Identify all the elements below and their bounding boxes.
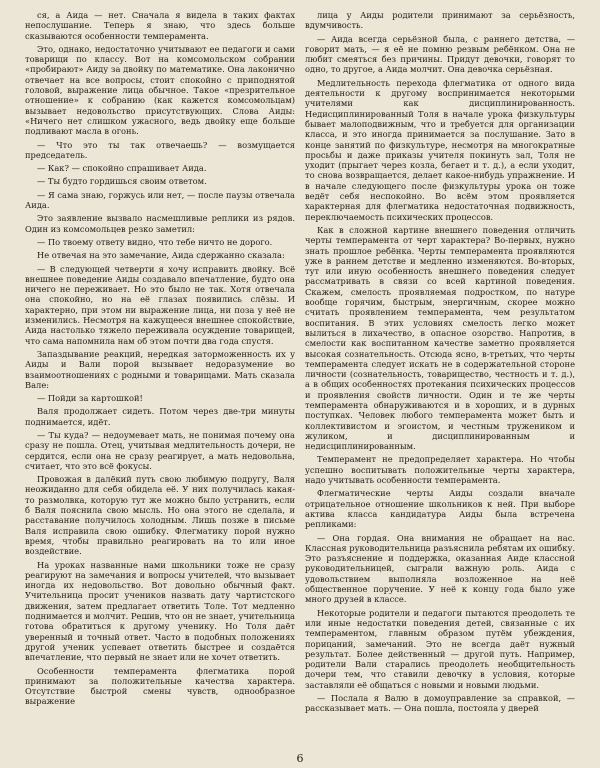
paragraph: Запаздывание реакций, нередкая заторможенность их у Аиды и Вали порой вызывает недоразумение во взаимоотношениях с родными и товарищами. Мать сказала Вале: <box>25 348 295 390</box>
paragraph: Это заявление вызвало насмешливые реплики из рядов. Один из комсомольцев резко заметил: <box>25 213 295 234</box>
paragraph: Некоторые родители и педагоги пытаются преодолеть те или иные недостатки поведения детей, связанные с их темпераментом, главным образом путём убеждения, порицаний, замечаний. Это не всегда даёт нужный результат. Более действенный — другой путь. Например, родители Вали старались преодолеть необщительность дочери тем, что ставили девочку в условия, которые заставляли её общаться с новыми и новыми людьми. <box>305 607 575 690</box>
paragraph: — По твоему ответу видно, что тебе ничто не дорого. <box>37 236 273 247</box>
left-column <box>25 10 295 748</box>
paragraph: На уроках названные нами школьники тоже не сразу реагируют на замечания и вопросы учителей, что вызывает иногда их недовольство. Вот довольно обычный факт. Учительница просит учеников назвать дату чартистского движения, затем предлагает ответить Толе. Тот медленно поднимается и молчит. Решив, что он не знает, учительница готова обратиться к другому ученику. Но Толя даёт уверенный и точный ответ. Часто в подобных положениях другой ученик успевает ответить быстрее и создаётся впечатление, что первый не знает или не хочет ответить. <box>25 559 295 663</box>
paragraph: Валя продолжает сидеть. Потом через две-три минуты поднимается, идёт. <box>25 406 295 427</box>
paragraph: — Пойди за картошкой! <box>37 393 143 404</box>
paragraph: Темперамент не предопределяет характера. Но чтобы успешно воспитывать положительные черты характера, надо учитывать особенности темперамента. <box>305 454 575 486</box>
paragraph: — Как? — спокойно спрашивает Аида. <box>37 163 207 174</box>
paragraph: — Ты куда? — недоумевает мать, не понимая почему она сразу не пошла. Отец, учитывая медлительность дочери, не сердится, если она не сразу реагирует, а мать недовольна, считает, что это всё фокусы. <box>25 429 295 471</box>
paragraph: — Я сама знаю, горжусь или нет, — после паузы отвечала Аида. <box>25 189 295 211</box>
paragraph: Медлительность перехода флегматика от одного вида деятельности к другому воспринимается некоторыми учителями как дисциплинированность. Недисциплинированный Толя в начале урока физкультуры бывает малоподвижным, что и требуется для организации класса, и это иногда принимается за послушание. Зато в конце занятий по физкультуре, несмотря на многократные просьбы и даже приказы учителя покинуть зал, Толя не уходит (прыгает через козла, бегает и т. д.), а если уходит, то снова возвращается, делает какое-нибудь упражнение. И в начале следующего после физкультуры урока он тоже ведёт себя неспокойно. Во всём этом проявляется характерная для флегматика недостаточная подвижность, переключаемость психических процессов. <box>305 77 575 222</box>
paragraph: — В следующей четверти я хочу исправить двойку. Всё внешнее поведение Аиды создавало впечатление, будто она ничего не переживает. Но это было не так. Хотя отвечала она спокойно, но на её глазах появились слёзы. И характерно, при этом ни выражение лица, ни поза у неё не изменились. Несмотря на кажущееся внешнее спокойствие, Аида настолько тяжело переживала осуждение товарищей, что сама напомнила нам об этом почти два года спустя. <box>25 263 295 346</box>
paragraph: Как в сложной картине внешнего поведения отличить черты темперамента от черт характера? Во-первых, нужно знать прошлое ребёнка. Черты темперамента проявляются уже в раннем детстве и медленно изменяются. Во-вторых, тут или иную особенность внешнего поведения следует рассматривать в связи со всей картиной поведения. Скажем, смелость проявляемая подростком, по натуре вообще горячим, быстрым, энергичным, скорее можно считать проявлением темперамента, чем результатом воспитания. В этих условиях смелость легко может вылиться в лихачество, в опасное озорство. Напротив, в смелости как воспитанном качестве заметно проявляется высокая сознательность. Отсюда ясно, в-третьих, что черты темперамента следует искать не в содержательной стороне личности (сознательность, товарищество, честность и т. д.), а в общих особенностях протекания психических процессов и проявления свойств личности. Один и те же черты темперамента обнаруживаются и в хороших, и в дурных поступках. Человек любого темперамента может быть и коллективистом и эгоистом, и честным тружеником и жуликом, и дисциплинированным и недисциплинированным. <box>305 224 575 452</box>
right-column <box>305 10 575 748</box>
paragraph: Провожая в далёкий путь свою любимую подругу, Валя неожиданно для себя обидела её. У них получилась какая-то размолвка, которую тут же можно было устранить, если б Валя пояснила свою мысль. Но она этого не сделала, и расставание получилось холодным. Лишь позже в письме Валя исправила свою ошибку. Флегматику порой нужно время, чтобы правильно реагировать на то или иное воздействие. <box>25 474 295 557</box>
paragraph: Это, однако, недостаточно учитывают ее педагоги и сами товарищи по классу. Вот на комсомольском собрании «пробирают» Аиду за двойку по математике. Она лаконично отвечает на все вопросы, стоит спокойно с приподнятой головой, выражение лица обычное. Такое «презрительное отношение» к собранию (как кажется комсомольцам) вызывает недовольство присутствующих. Слова Аиды: «Ничего нет слишком ужасного, ведь двойку еще больше подливают масла в огонь. <box>25 43 295 137</box>
paragraph: — Аида всегда серьёзной была, с раннего детства, — говорит мать, — я её не помню резвым ребёнком. Она не любит смеяться без причины. Придут девочки, говорят то одно, то другое, а Аида молчит. Она девочка серьёзная. <box>305 33 575 75</box>
paragraph: лица у Аиды родители принимают за серьёзность, вдумчивость. <box>305 10 575 31</box>
paragraph: Особенности темперамента флегматика порой принимают за положительные качества характера. Отсутствие быстрой смены чувств, однообразное выражение <box>25 665 295 707</box>
paragraph: — Она гордая. Она внимания не обращает на нас. Классная руководительница разъяснила ребятам их ошибку. Это разъяснение и поддержка, оказанная Аиде классной руководительницей, сыграли важную роль. Аида с удовольствием выполняла возложенное на неё общественное поручение. У неё к концу года было уже много друзей в классе. <box>305 532 575 605</box>
paragraph: ся, а Аида — нет. Сначала я видела в таких фактах непослушание. Теперь я знаю, что здесь больше сказываются особенности темперамента. <box>25 10 295 41</box>
paragraph: Не отвечая на это замечание, Аида сдержанно сказала: <box>37 250 285 261</box>
paragraph: — Что это ты так отвечаешь? — возмущается председатель. <box>25 139 295 160</box>
paragraph: Флегматические черты Аиды создали вначале отрицательное отношение школьников к ней. При выборе актива класса кандидатура Аиды была встречена репликами: <box>305 488 575 530</box>
paragraph: — Послала я Валю в домоуправление за справкой, — рассказывает мать. — Она пошла, постояла у дверей <box>305 693 575 714</box>
page-number: 6 <box>296 752 304 765</box>
paragraph: — Ты будто гордишься своим ответом. <box>37 176 207 187</box>
